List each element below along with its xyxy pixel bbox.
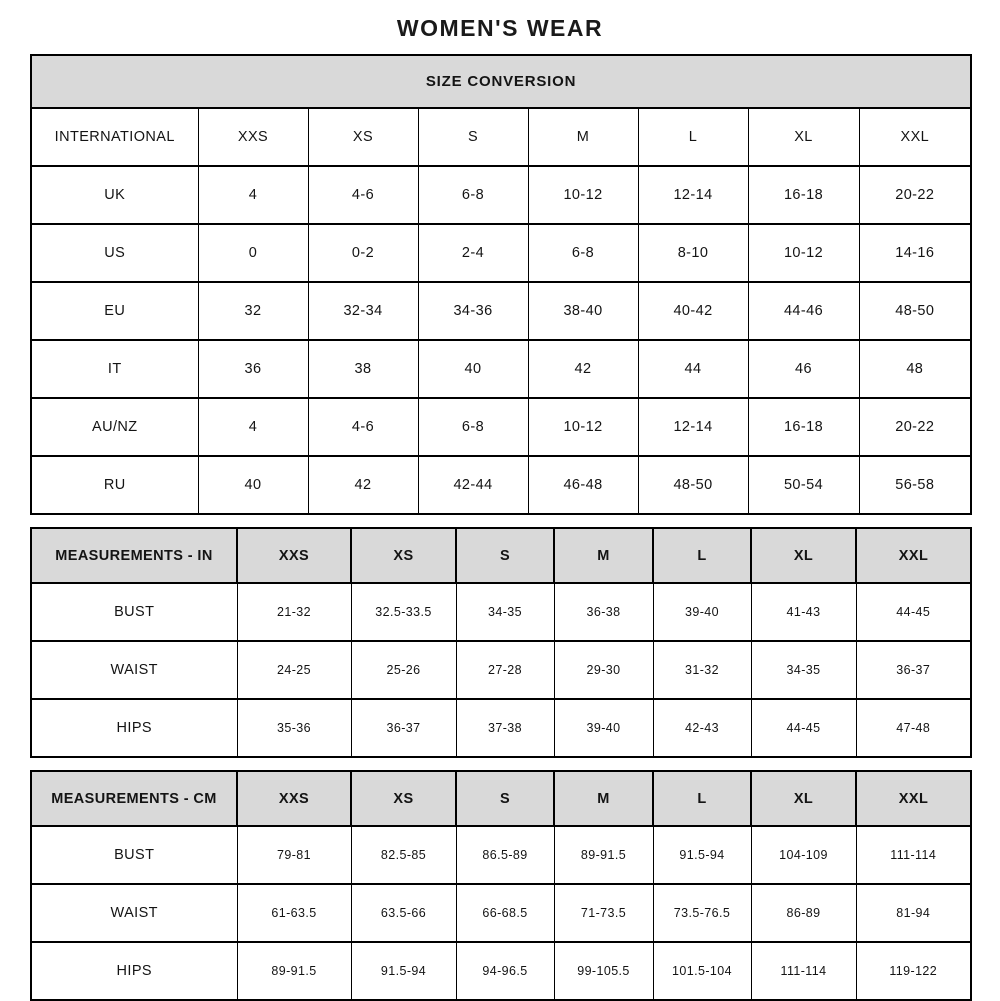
- value-cell: 91.5-94: [351, 942, 456, 1000]
- value-cell: 34-35: [751, 641, 856, 699]
- column-header: XXL: [856, 771, 971, 826]
- value-cell: 27-28: [456, 641, 554, 699]
- value-cell: 34-35: [456, 583, 554, 641]
- size-conversion-title: SIZE CONVERSION: [31, 55, 971, 108]
- column-header: XL: [751, 771, 856, 826]
- value-cell: 4: [198, 398, 308, 456]
- row-label: US: [31, 224, 198, 282]
- table-row: [31, 108, 971, 166]
- value-cell: 111-114: [751, 942, 856, 1000]
- measurements-in-table: [30, 527, 972, 758]
- value-cell: 25-26: [351, 641, 456, 699]
- value-cell: 86-89: [751, 884, 856, 942]
- row-label: IT: [31, 340, 198, 398]
- column-header: XXS: [237, 771, 351, 826]
- column-header: XL: [748, 108, 859, 166]
- value-cell: 35-36: [237, 699, 351, 757]
- value-cell: 20-22: [859, 398, 971, 456]
- value-cell: 16-18: [748, 398, 859, 456]
- page-title: WOMEN'S WEAR: [396, 15, 604, 41]
- value-cell: 32.5-33.5: [351, 583, 456, 641]
- value-cell: 32: [198, 282, 308, 340]
- table-row: [31, 771, 971, 826]
- table-row: [31, 340, 971, 398]
- table-row: [31, 398, 971, 456]
- value-cell: 46-48: [528, 456, 638, 514]
- value-cell: 21-32: [237, 583, 351, 641]
- value-cell: 6-8: [418, 398, 528, 456]
- value-cell: 48-50: [638, 456, 748, 514]
- row-label: RU: [31, 456, 198, 514]
- column-header: S: [456, 771, 554, 826]
- value-cell: 42: [308, 456, 418, 514]
- value-cell: 94-96.5: [456, 942, 554, 1000]
- value-cell: 36-37: [856, 641, 971, 699]
- value-cell: 89-91.5: [554, 826, 653, 884]
- table-row: [31, 942, 971, 1000]
- value-cell: 104-109: [751, 826, 856, 884]
- column-header: M: [554, 771, 653, 826]
- value-cell: 8-10: [638, 224, 748, 282]
- value-cell: 111-114: [856, 826, 971, 884]
- value-cell: 6-8: [418, 166, 528, 224]
- column-header: XL: [751, 528, 856, 583]
- column-header: XXS: [198, 108, 308, 166]
- value-cell: 44-45: [751, 699, 856, 757]
- column-header: M: [528, 108, 638, 166]
- column-header: XS: [308, 108, 418, 166]
- value-cell: 86.5-89: [456, 826, 554, 884]
- value-cell: 12-14: [638, 166, 748, 224]
- value-cell: 46: [748, 340, 859, 398]
- column-header: XXL: [859, 108, 971, 166]
- column-header: M: [554, 528, 653, 583]
- column-header: S: [456, 528, 554, 583]
- value-cell: 6-8: [528, 224, 638, 282]
- value-cell: 40-42: [638, 282, 748, 340]
- row-label: EU: [31, 282, 198, 340]
- tables-container: [30, 54, 970, 1001]
- value-cell: 56-58: [859, 456, 971, 514]
- measurements-cm-table: [30, 770, 972, 1001]
- value-cell: 47-48: [856, 699, 971, 757]
- column-header: S: [418, 108, 528, 166]
- value-cell: 73.5-76.5: [653, 884, 751, 942]
- value-cell: 32-34: [308, 282, 418, 340]
- value-cell: 20-22: [859, 166, 971, 224]
- value-cell: 31-32: [653, 641, 751, 699]
- row-label: BUST: [31, 826, 237, 884]
- value-cell: 66-68.5: [456, 884, 554, 942]
- value-cell: 48-50: [859, 282, 971, 340]
- value-cell: 42: [528, 340, 638, 398]
- value-cell: 14-16: [859, 224, 971, 282]
- value-cell: 89-91.5: [237, 942, 351, 1000]
- column-header: XXS: [237, 528, 351, 583]
- value-cell: 71-73.5: [554, 884, 653, 942]
- table-row: [31, 884, 971, 942]
- value-cell: 10-12: [528, 166, 638, 224]
- value-cell: 61-63.5: [237, 884, 351, 942]
- value-cell: 24-25: [237, 641, 351, 699]
- value-cell: 79-81: [237, 826, 351, 884]
- table-row: [31, 641, 971, 699]
- value-cell: 101.5-104: [653, 942, 751, 1000]
- table-row: [31, 699, 971, 757]
- value-cell: 50-54: [748, 456, 859, 514]
- table-row: [31, 583, 971, 641]
- value-cell: 12-14: [638, 398, 748, 456]
- value-cell: 29-30: [554, 641, 653, 699]
- value-cell: 34-36: [418, 282, 528, 340]
- value-cell: 91.5-94: [653, 826, 751, 884]
- value-cell: 10-12: [748, 224, 859, 282]
- value-cell: 39-40: [653, 583, 751, 641]
- value-cell: 41-43: [751, 583, 856, 641]
- value-cell: 82.5-85: [351, 826, 456, 884]
- table-row: [31, 55, 971, 108]
- value-cell: 36: [198, 340, 308, 398]
- column-header: INTERNATIONAL: [31, 108, 198, 166]
- column-header: MEASUREMENTS - CM: [31, 771, 237, 826]
- value-cell: 42-44: [418, 456, 528, 514]
- value-cell: 2-4: [418, 224, 528, 282]
- table-row: [31, 282, 971, 340]
- value-cell: 0: [198, 224, 308, 282]
- value-cell: 63.5-66: [351, 884, 456, 942]
- value-cell: 0-2: [308, 224, 418, 282]
- table-row: [31, 826, 971, 884]
- value-cell: 119-122: [856, 942, 971, 1000]
- row-label: WAIST: [31, 641, 237, 699]
- table-row: [31, 456, 971, 514]
- row-label: HIPS: [31, 942, 237, 1000]
- value-cell: 16-18: [748, 166, 859, 224]
- value-cell: 40: [418, 340, 528, 398]
- value-cell: 38-40: [528, 282, 638, 340]
- row-label: UK: [31, 166, 198, 224]
- value-cell: 4-6: [308, 398, 418, 456]
- value-cell: 37-38: [456, 699, 554, 757]
- value-cell: 36-38: [554, 583, 653, 641]
- column-header: MEASUREMENTS - IN: [31, 528, 237, 583]
- row-label: AU/NZ: [31, 398, 198, 456]
- row-label: BUST: [31, 583, 237, 641]
- table-row: [31, 166, 971, 224]
- value-cell: 48: [859, 340, 971, 398]
- value-cell: 38: [308, 340, 418, 398]
- value-cell: 40: [198, 456, 308, 514]
- value-cell: 44: [638, 340, 748, 398]
- value-cell: 42-43: [653, 699, 751, 757]
- column-header: XS: [351, 771, 456, 826]
- value-cell: 44-46: [748, 282, 859, 340]
- value-cell: 4: [198, 166, 308, 224]
- size-conversion-table: [30, 54, 972, 515]
- value-cell: 39-40: [554, 699, 653, 757]
- column-header: XS: [351, 528, 456, 583]
- value-cell: 36-37: [351, 699, 456, 757]
- column-header: L: [653, 771, 751, 826]
- column-header: L: [653, 528, 751, 583]
- column-header: XXL: [856, 528, 971, 583]
- row-label: WAIST: [31, 884, 237, 942]
- column-header: L: [638, 108, 748, 166]
- table-row: [31, 528, 971, 583]
- value-cell: 99-105.5: [554, 942, 653, 1000]
- value-cell: 10-12: [528, 398, 638, 456]
- row-label: HIPS: [31, 699, 237, 757]
- value-cell: 4-6: [308, 166, 418, 224]
- value-cell: 44-45: [856, 583, 971, 641]
- value-cell: 81-94: [856, 884, 971, 942]
- table-row: [31, 224, 971, 282]
